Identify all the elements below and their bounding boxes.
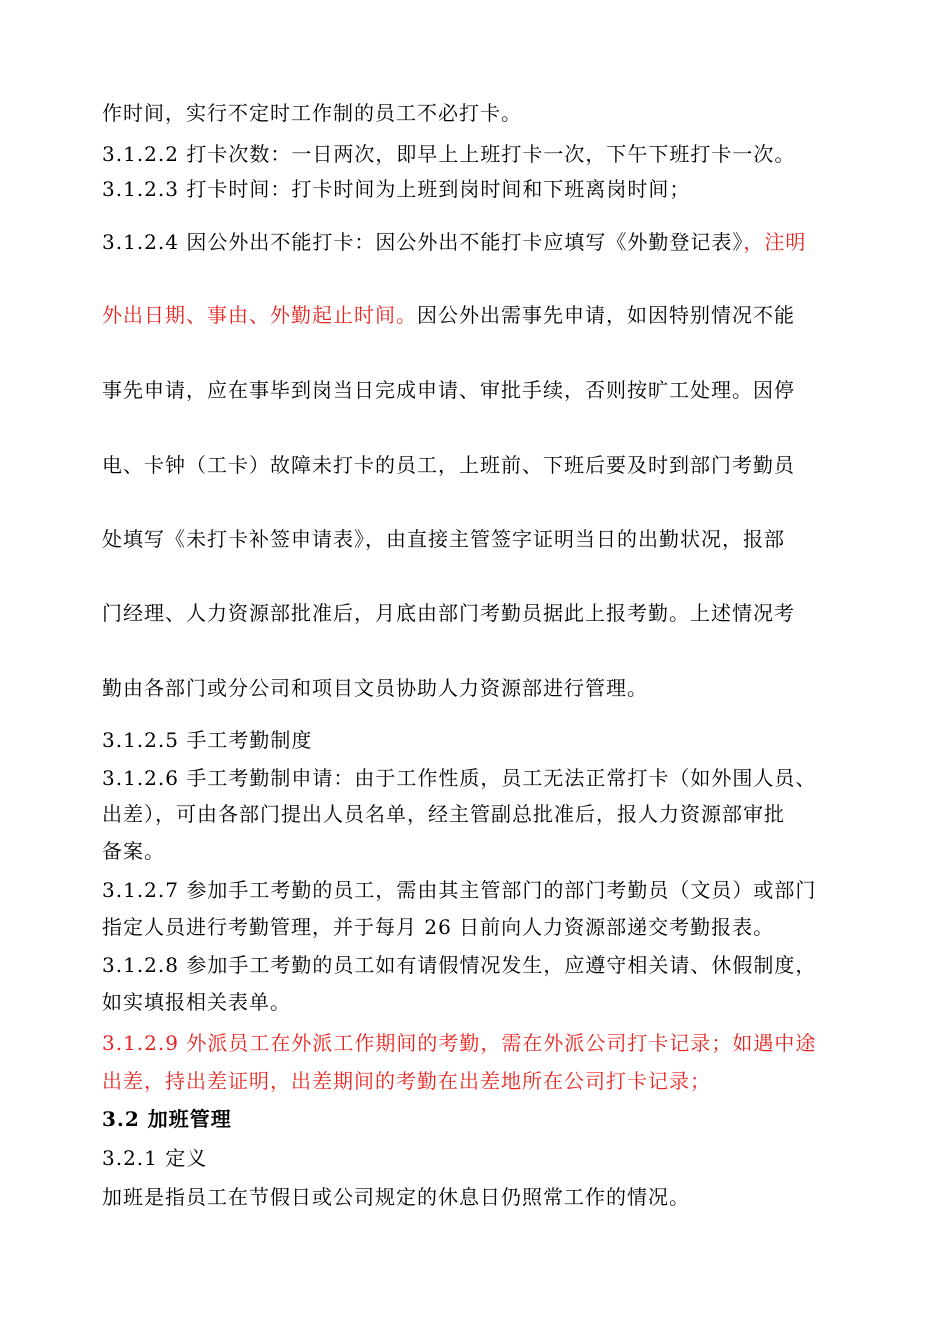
line-3 <box>102 176 847 202</box>
line-1 <box>102 100 847 126</box>
text-segment: 3.2.1 定义 <box>102 1146 208 1170</box>
line-7 <box>102 452 847 478</box>
line-13 <box>102 801 847 827</box>
highlight-segment: 3.1.2.9 外派员工在外派工作期间的考勤，需在外派公司打卡记录；如遇中途 <box>102 1031 817 1055</box>
text-segment: 加班是指员工在节假日或公司规定的休息日仍照常工作的情况。 <box>102 1185 690 1209</box>
text-segment: 3.1.2.3 打卡时间：打卡时间为上班到岗时间和下班离岗时间； <box>102 177 691 201</box>
line-17 <box>102 952 847 978</box>
text-segment: 电、卡钟（工卡）故障未打卡的员工，上班前、下班后要及时到部门考勤员 <box>102 453 795 477</box>
text-segment: 门经理、人力资源部批准后，月底由部门考勤员据此上报考勤。上述情况考 <box>102 601 795 625</box>
line-9 <box>102 600 847 626</box>
section-heading <box>102 1106 847 1132</box>
text-segment: 3.1.2.7 参加手工考勤的员工，需由其主管部门的部门考勤员（文员）或部门 <box>102 878 817 902</box>
line-20 <box>102 1068 847 1094</box>
line-8 <box>102 526 847 552</box>
subsection-heading <box>102 1145 847 1171</box>
line-5 <box>102 302 847 328</box>
text-segment: 3.1.2.4 因公外出不能打卡：因公外出不能打卡应填写《外勤登记表》 <box>102 230 744 254</box>
highlight-segment: 出差，持出差证明，出差期间的考勤在出差地所在公司打卡记录； <box>102 1069 711 1093</box>
line-12 <box>102 765 847 791</box>
line-18 <box>102 989 847 1015</box>
highlight-segment: 外出日期、事由、外勤起止时间。 <box>102 303 417 327</box>
line-6 <box>102 377 847 403</box>
text-segment: 作时间，实行不定时工作制的员工不必打卡。 <box>102 101 522 125</box>
highlight-segment: ，注明 <box>743 230 807 254</box>
text-segment: 出差），可由各部门提出人员名单，经主管副总批准后，报人力资源部审批 <box>102 802 785 826</box>
text-segment: 备案。 <box>102 839 165 863</box>
line-16 <box>102 914 847 940</box>
text-segment: 勤由各部门或分公司和项目文员协助人力资源部进行管理。 <box>102 676 648 700</box>
heading-text: 3.2 加班管理 <box>102 1107 232 1131</box>
text-segment: 3.1.2.5 手工考勤制度 <box>102 728 313 752</box>
line-4 <box>102 229 847 255</box>
line-15 <box>102 877 847 903</box>
text-segment: 3.1.2.8 参加手工考勤的员工如有请假情况发生，应遵守相关请、休假制度， <box>102 953 817 977</box>
line-14 <box>102 838 847 864</box>
line-11 <box>102 727 847 753</box>
text-segment: 因公外出需事先申请，如因特别情况不能 <box>417 303 795 327</box>
text-segment: 3.1.2.2 打卡次数：一日两次，即早上上班打卡一次，下午下班打卡一次。 <box>102 142 796 166</box>
line-10 <box>102 675 847 701</box>
text-segment: 处填写《未打卡补签申请表》，由直接主管签字证明当日的出勤状况，报部 <box>102 527 785 551</box>
text-segment: 3.1.2.6 手工考勤制申请：由于工作性质，员工无法正常打卡（如外围人员、 <box>102 766 817 790</box>
text-segment: 指定人员进行考勤管理，并于每月 26 日前向人力资源部递交考勤报表。 <box>102 915 775 939</box>
text-segment: 如实填报相关表单。 <box>102 990 291 1014</box>
text-segment: 事先申请，应在事毕到岗当日完成申请、审批手续，否则按旷工处理。因停 <box>102 378 795 402</box>
line-23 <box>102 1184 847 1210</box>
line-2 <box>102 141 847 167</box>
line-19 <box>102 1030 847 1056</box>
